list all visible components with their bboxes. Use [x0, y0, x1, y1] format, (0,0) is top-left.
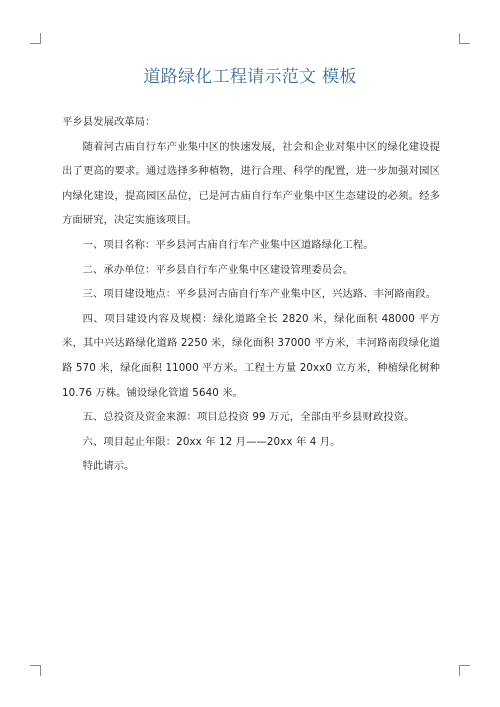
paragraph-timeline: 六、项目起止年限：20xx 年 12 月——20xx 年 4 月。: [82, 435, 341, 448]
paragraph-intro: 随着河古庙自行车产业集中区的快速发展，社会和企业对集中区的绿化建设提出了更高的要求。通过选择多种植物，进行合理、科学的配置，进一步加强对园区内绿化建设，提高园区品位，已是河古庙自行车产业集中区生态建设的必须。经多方面研究，决定实施该项目。: [62, 140, 440, 227]
crop-mark-bottom-right: [459, 665, 470, 676]
crop-mark-top-right: [459, 33, 470, 44]
document-body: [62, 110, 440, 479]
paragraph-location: 三、项目建设地点：平乡县河古庙自行车产业集中区，兴达路、丰河路南段。: [82, 288, 437, 301]
document-title: 道路绿化工程请示范文 模板: [143, 67, 357, 87]
paragraph-scope: 四、项目建设内容及规模：绿化道路全长 2820 米，绿化面积 48000 平方米，其中兴达路绿化道路 2250 米，绿化面积 37000 平方米，丰河路南段绿化道路 570 米，绿化面积 11000 平方米。工程土方量 20xx0 立方米，种植绿化树种 10.76 万株。铺设绿化管道 5640 米。: [62, 312, 440, 399]
paragraph-closing: 特此请示。: [82, 460, 135, 473]
paragraph-project-name: 一、项目名称：平乡县河古庙自行车产业集中区道路绿化工程。: [82, 238, 374, 251]
crop-mark-top-left: [30, 33, 41, 44]
paragraph-investment: 五、总投资及资金来源：项目总投资 99 万元，全部由平乡县财政投资。: [82, 411, 415, 424]
salutation: 平乡县发展改革局：: [62, 116, 156, 128]
crop-mark-bottom-left: [30, 665, 41, 676]
paragraph-organizer: 二、承办单位：平乡县自行车产业集中区建设管理委员会。: [82, 263, 353, 276]
